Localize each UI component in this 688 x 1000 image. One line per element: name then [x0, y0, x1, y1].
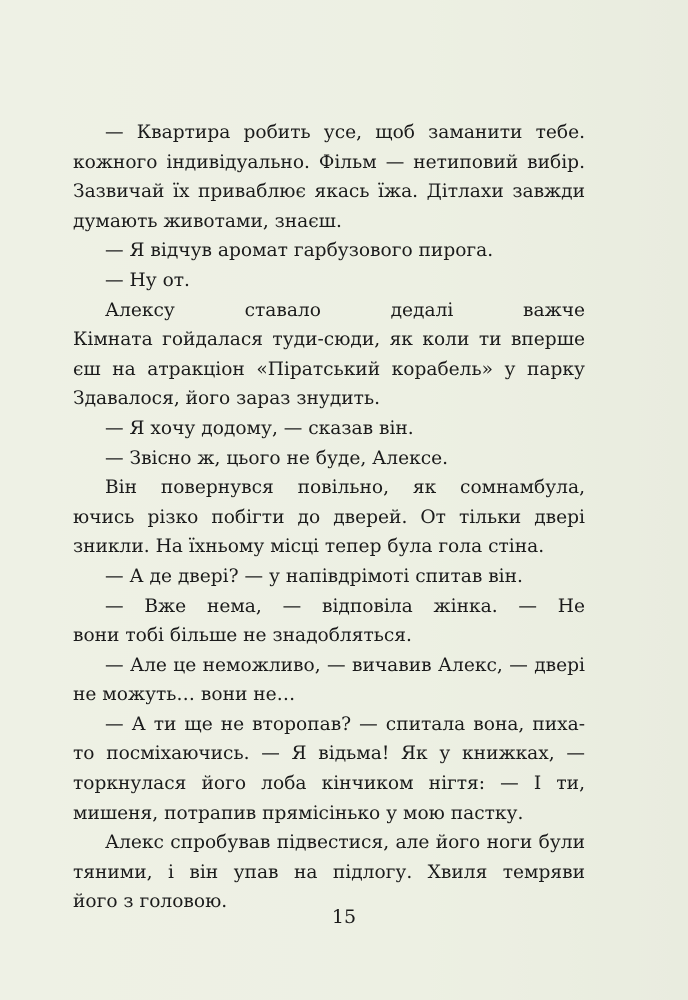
- text-line: Здавалося, його зараз знудить.: [73, 388, 380, 410]
- text-line: — А ти ще не второпав? — спитала вона, пиха-: [105, 713, 585, 735]
- text-line: — А де двері? — у напівдрімоті спитав він.: [105, 565, 523, 587]
- text-line: — Але це неможливо, — вичавив Алекс, — двері: [105, 654, 585, 676]
- text-line: Він повернувся повільно, як сомнамбула,: [105, 477, 585, 499]
- text-line: торкнулася його лоба кінчиком нігтя: — І ти,: [73, 773, 585, 795]
- text-line: — Я відчув аромат гарбузового пирога.: [105, 240, 494, 262]
- text-line: ючись різко побігти до дверей. От тільки двері: [73, 506, 585, 528]
- text-line: єш на атракціон «Піратський корабель» у парку: [73, 358, 585, 380]
- text-line: вони тобі більше не знадобляться.: [73, 625, 412, 647]
- text-line: не можуть… вони не…: [73, 684, 296, 706]
- text-line: мишеня, потрапив прямісінько у мою пастку.: [73, 802, 524, 824]
- text-line: то посміхаючись. — Я відьма! Як у книжках, —: [73, 743, 585, 765]
- text-line: кожного індивідуально. Фільм — нетиповий вибір.: [73, 151, 585, 173]
- text-line: Кімната гойдалася туди-сюди, як коли ти вперше: [73, 329, 585, 351]
- text-line: думають животами, знаєш.: [73, 210, 342, 232]
- text-line: — Вже нема, — відповіла жінка. — Не: [105, 595, 585, 617]
- text-line: його з головою.: [73, 891, 228, 913]
- text-line: — Звісно ж, цього не буде, Алексе.: [105, 447, 449, 469]
- text-line: Алексу ставало дедалі важче: [105, 299, 585, 321]
- text-line: — Квартира робить усе, щоб заманити тебе.: [105, 122, 585, 143]
- body-text: [73, 118, 585, 917]
- text-line: Зазвичай їх приваблює якась їжа. Дітлахи завжди: [73, 181, 585, 203]
- text-line: тяними, і він упав на підлогу. Хвиля темряви: [73, 861, 585, 883]
- text-line: Алекс спробував підвестися, але його ноги були: [105, 832, 585, 854]
- text-line: — Я хочу додому, — сказав він.: [105, 417, 414, 439]
- page-number: 15: [331, 906, 357, 928]
- text-line: зникли. На їхньому місці тепер була гола стіна.: [73, 536, 545, 558]
- text-line: — Ну от.: [105, 269, 190, 291]
